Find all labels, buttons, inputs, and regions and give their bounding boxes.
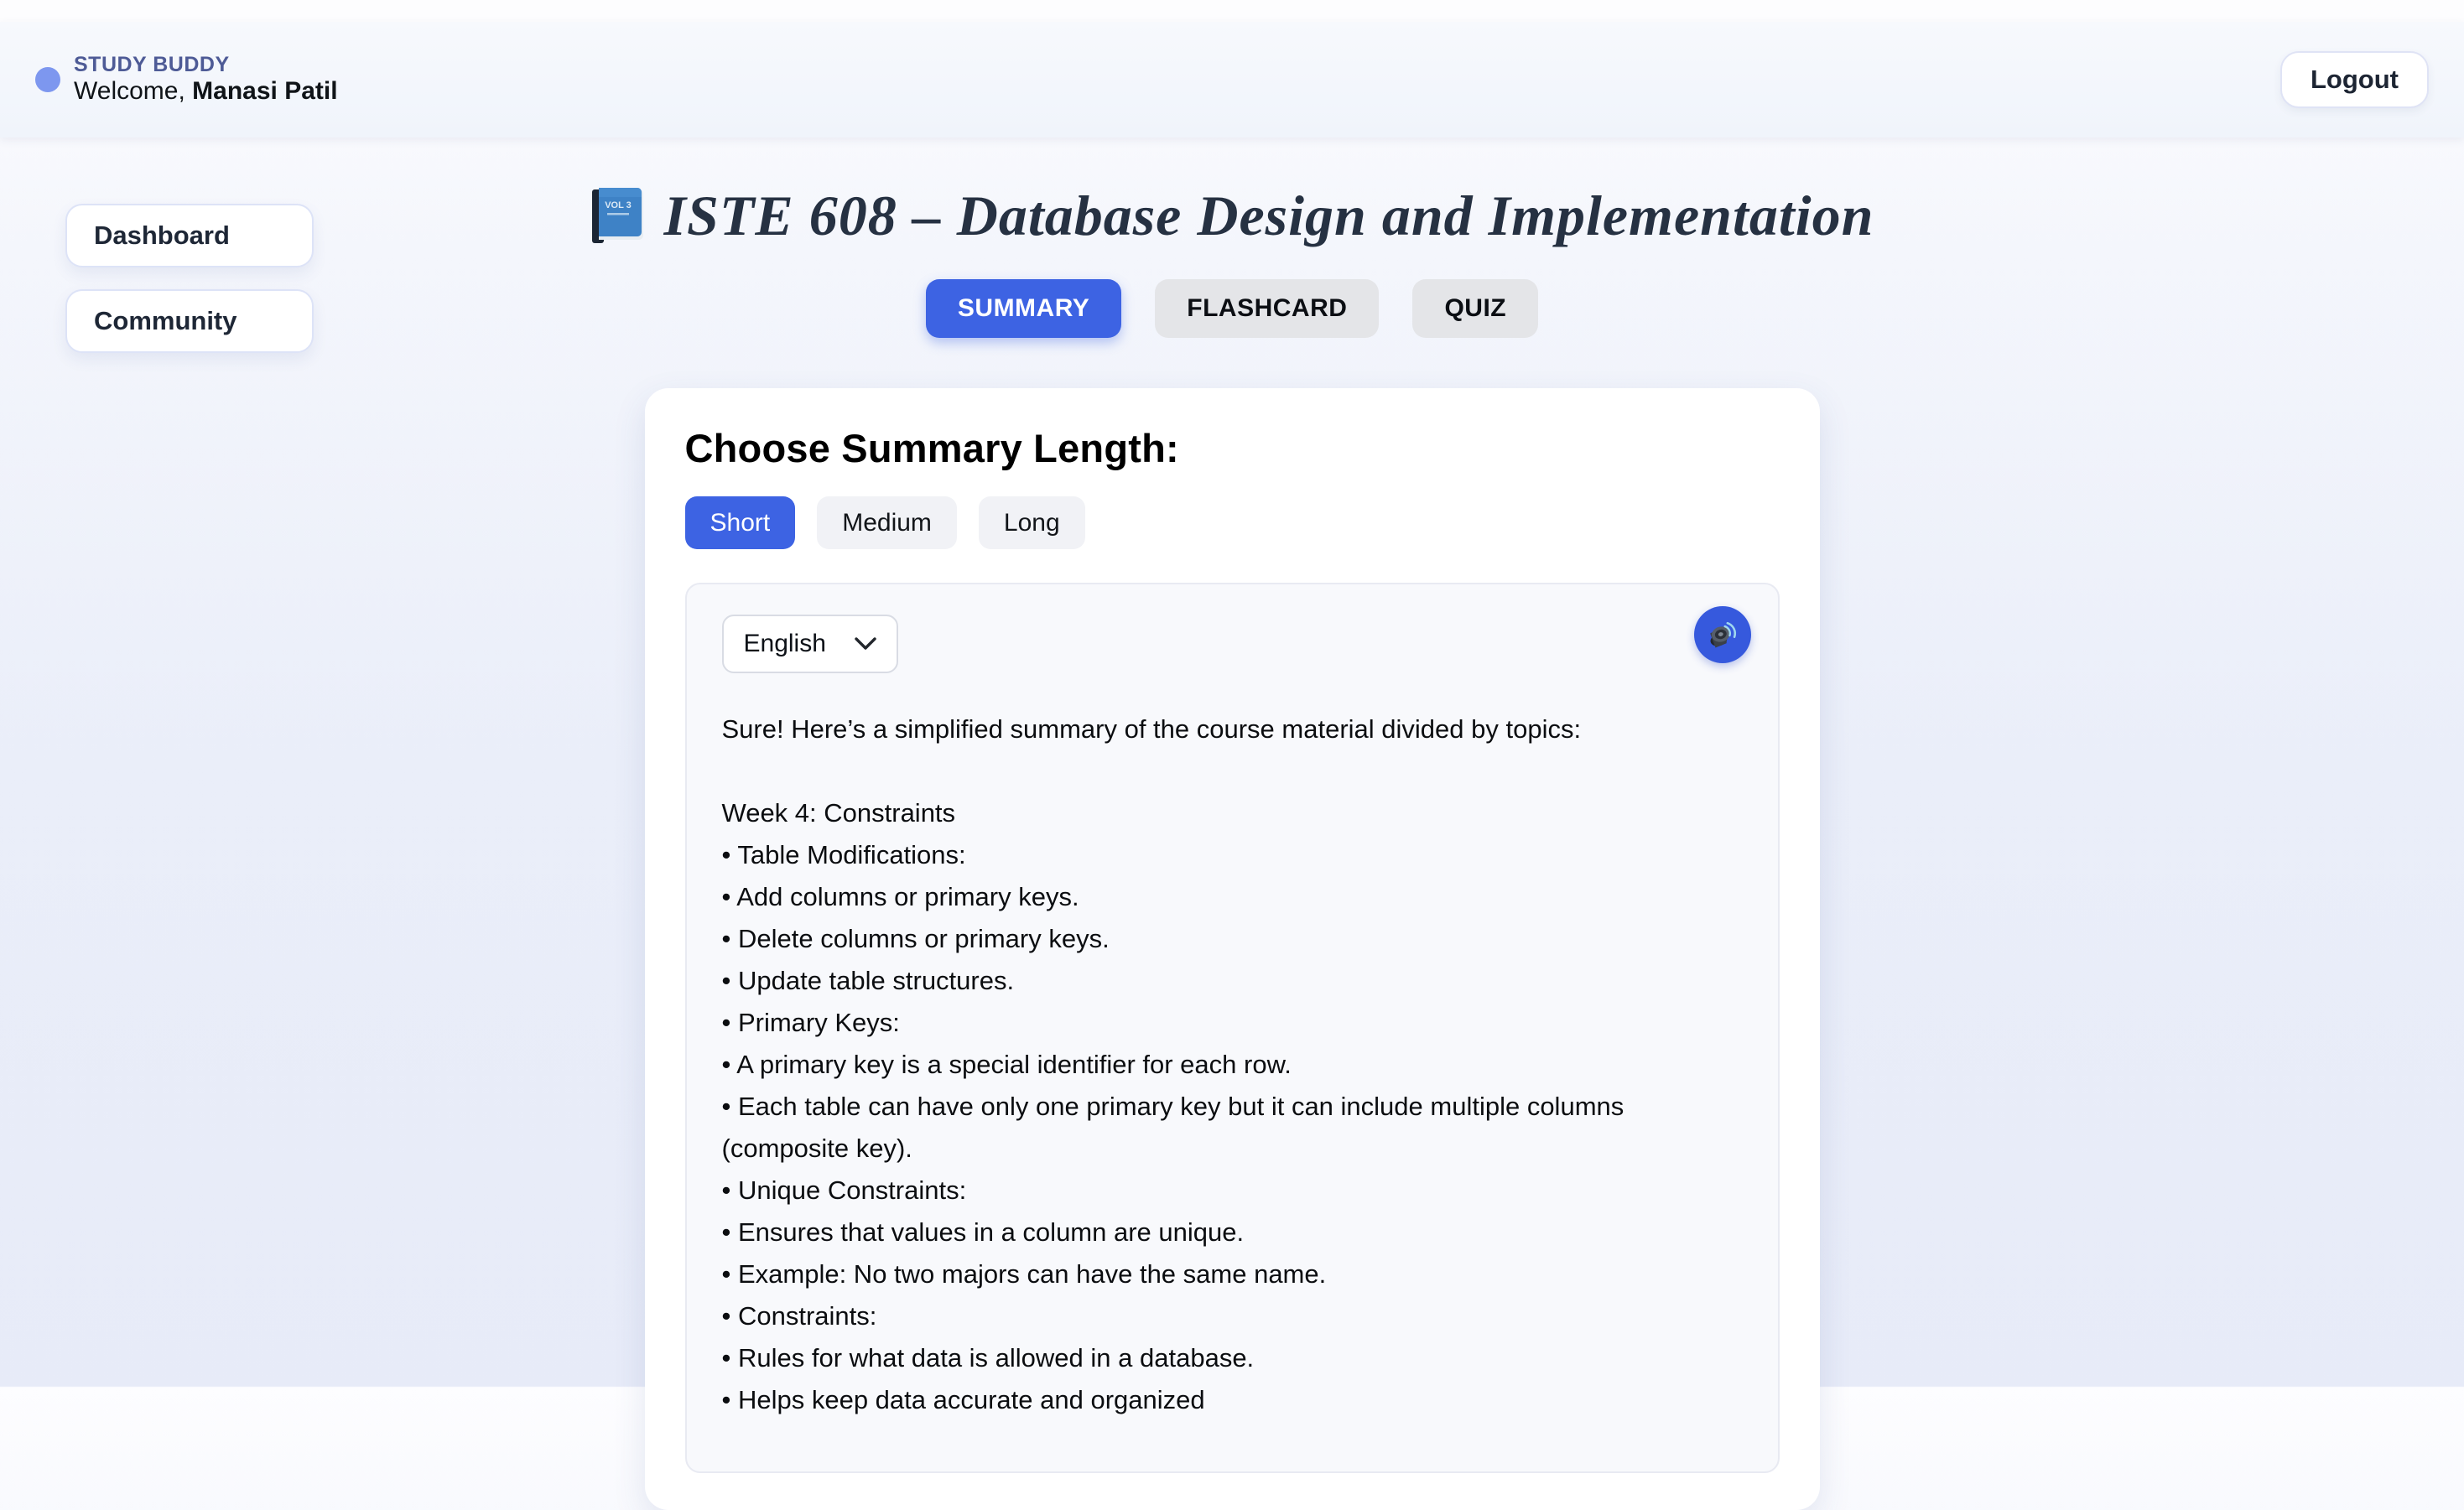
summary-line: Week 4: Constraints: [721, 798, 956, 828]
sidebar-item-dashboard[interactable]: Dashboard: [65, 204, 314, 267]
length-option-short[interactable]: Short: [685, 496, 796, 549]
summary-text: [722, 708, 1743, 1421]
tab-quiz[interactable]: QUIZ: [1412, 279, 1538, 338]
logout-button[interactable]: Logout: [2280, 51, 2429, 108]
length-option-long[interactable]: Long: [979, 496, 1085, 549]
summary-line: • Primary Keys:: [721, 1008, 900, 1037]
summary-line: • A primary key is a special identifier for each row.: [721, 1050, 1292, 1079]
summary-line: • Helps keep data accurate and organized: [721, 1385, 1205, 1414]
length-option-medium[interactable]: Medium: [817, 496, 957, 549]
chevron-down-icon: [855, 637, 876, 651]
course-title: ISTE 608 – Database Design and Implementation: [663, 184, 1874, 247]
summary-line: • Rules for what data is allowed in a database.: [721, 1343, 1255, 1372]
welcome-text: [74, 77, 338, 106]
user-avatar: [35, 67, 60, 92]
summary-length-heading: Choose Summary Length:: [684, 426, 1179, 470]
app-brand: STUDY BUDDY: [74, 53, 230, 77]
summary-line: • Delete columns or primary keys.: [721, 924, 1110, 953]
summary-line: • Add columns or primary keys.: [721, 882, 1079, 911]
app-header: [0, 22, 2464, 138]
summary-line: • Ensures that values in a column are unique.: [721, 1217, 1245, 1247]
speaker-icon: [1700, 612, 1744, 656]
summary-line: • Each table can have only one primary key but it can include multiple columns: [721, 1092, 1624, 1121]
summary-line: [722, 750, 1743, 792]
summary-line: (composite key).: [721, 1134, 912, 1163]
summary-line: • Update table structures.: [721, 966, 1015, 995]
summary-panel: [685, 583, 1780, 1473]
summary-line: Sure! Here’s a simplified summary of the course material divided by topics:: [721, 714, 1582, 744]
summary-line: • Unique Constraints:: [721, 1175, 967, 1205]
tab-flashcard[interactable]: FLASHCARD: [1155, 279, 1379, 338]
language-select[interactable]: [722, 615, 898, 673]
svg-text:VOL 3: VOL 3: [604, 200, 632, 210]
top-strip: [0, 0, 2464, 22]
summary-line: • Constraints:: [721, 1301, 877, 1331]
course-title-row: [590, 183, 1874, 249]
summary-line: • Table Modifications:: [721, 840, 966, 869]
length-options: [685, 496, 1780, 549]
brand-block: [74, 53, 338, 106]
mode-tabs: [926, 279, 1538, 338]
tab-summary[interactable]: SUMMARY: [926, 279, 1121, 338]
language-select-value: English: [743, 630, 826, 657]
main-content: [0, 159, 2464, 1510]
sidebar-item-community[interactable]: Community: [65, 289, 314, 353]
read-aloud-button[interactable]: [1694, 606, 1751, 663]
welcome-prefix: Welcome,: [74, 77, 193, 106]
summary-card: [645, 388, 1820, 1510]
summary-line: • Example: No two majors can have the same name.: [721, 1259, 1327, 1289]
user-name: Manasi Patil: [192, 77, 338, 106]
blue-book-icon: [590, 186, 646, 246]
